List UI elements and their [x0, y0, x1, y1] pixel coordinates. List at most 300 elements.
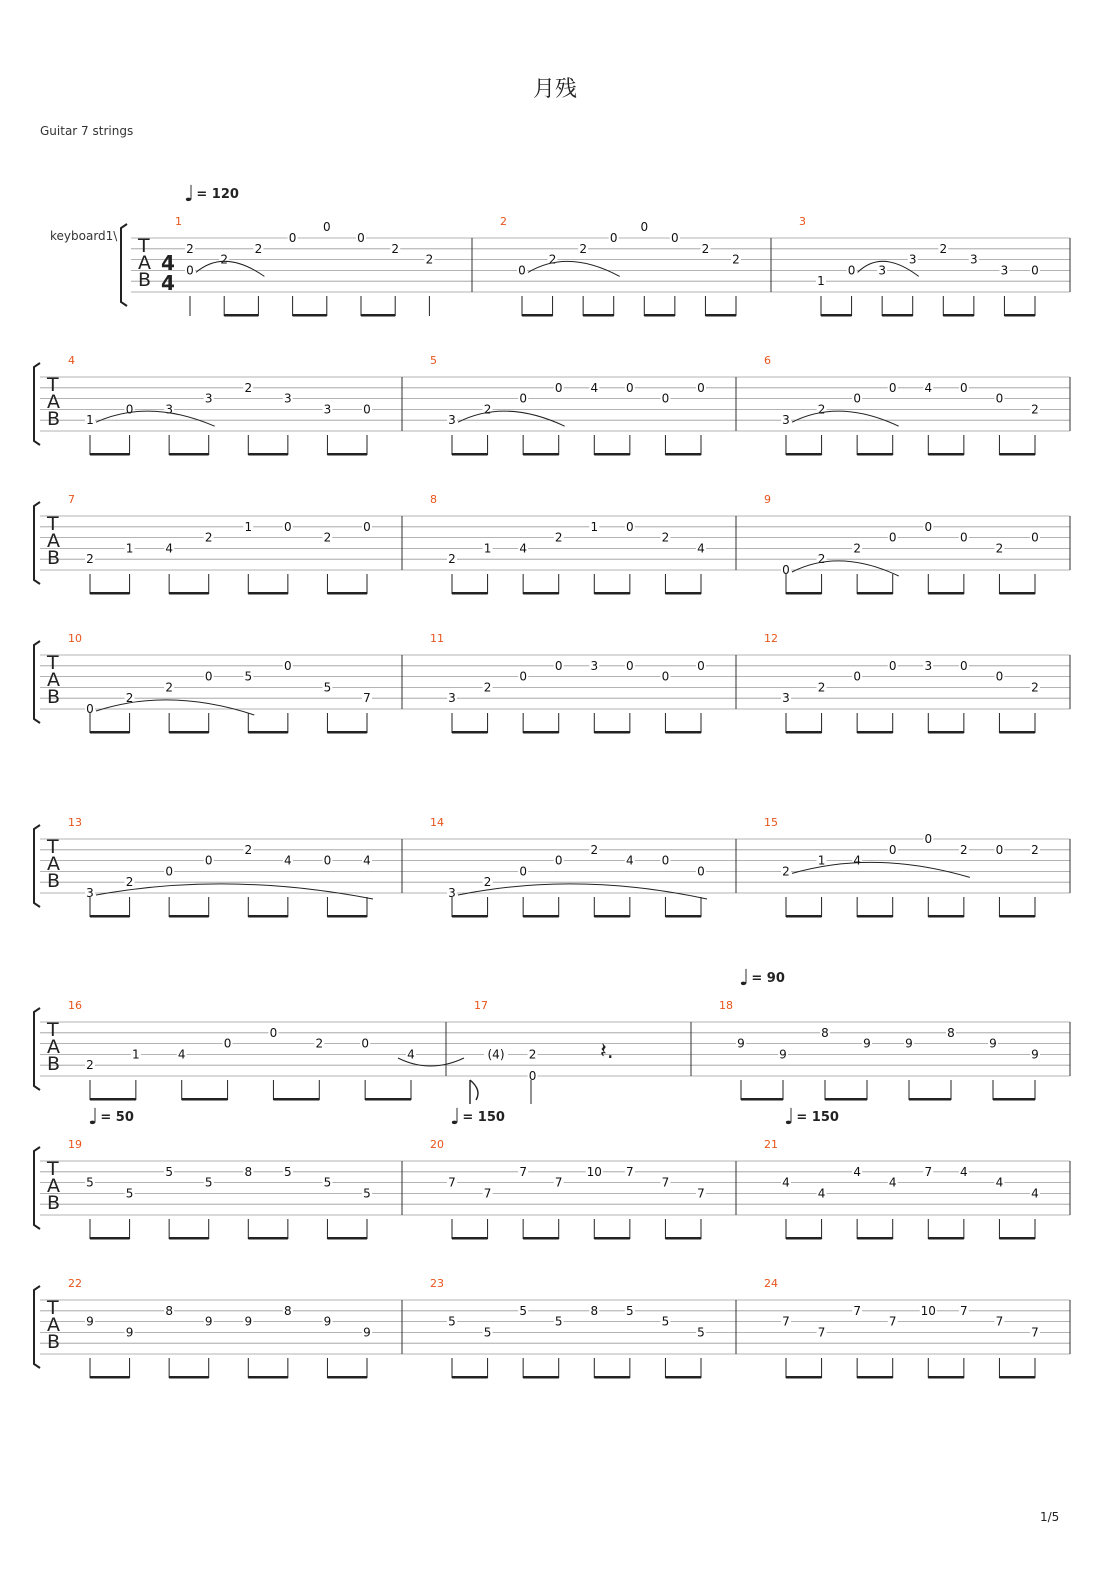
- fret-number: 2: [425, 252, 434, 267]
- note-beam: [90, 453, 130, 456]
- tempo-marking: [784, 1105, 839, 1130]
- note-beam: [594, 1376, 630, 1379]
- fret-number: 7: [697, 1186, 705, 1201]
- fret-number: 0: [626, 519, 634, 534]
- fret-number: 3: [448, 413, 456, 428]
- fret-number: 4: [165, 541, 173, 556]
- fret-number: 2: [590, 842, 599, 857]
- note-beam: [786, 731, 822, 734]
- note-beam: [224, 314, 258, 317]
- measure-number: 22: [68, 1277, 82, 1290]
- fret-number: 0: [853, 669, 861, 684]
- tab-clef-letter: T: [47, 836, 59, 858]
- fret-number: 3: [1000, 263, 1009, 278]
- measure: [430, 493, 706, 595]
- fret-number: 8: [244, 1164, 253, 1179]
- quarter-rest: 𝄽.: [600, 1039, 614, 1064]
- system-bracket: [34, 502, 40, 584]
- measure: [68, 1277, 372, 1379]
- fret-number: 3: [204, 391, 213, 406]
- fret-number: 0: [554, 853, 563, 868]
- page-title: 月残: [532, 77, 577, 102]
- fret-number: 1: [483, 541, 492, 556]
- system-bracket: [34, 1008, 40, 1090]
- fret-number: 0: [888, 842, 897, 857]
- tempo-value: = 120: [196, 187, 239, 202]
- fret-number: 8: [284, 1303, 292, 1318]
- tab-clef-letter: T: [138, 235, 150, 257]
- fret-number: 3: [970, 252, 978, 267]
- fret-number: 2: [548, 252, 557, 267]
- fret-number: 3: [924, 658, 933, 673]
- fret-number: 7: [817, 1325, 826, 1340]
- fret-number: 0: [288, 231, 297, 245]
- note-beam: [999, 731, 1035, 734]
- measure: [430, 354, 706, 456]
- tab-clef-letter: B: [47, 1331, 61, 1353]
- note-beam: [452, 915, 488, 918]
- fret-number: 0: [269, 1025, 278, 1040]
- note-beam: [594, 915, 630, 918]
- tab-clef-letter: B: [47, 1192, 61, 1214]
- track-label: keyboard1\: [50, 229, 118, 243]
- measure-number: 10: [68, 632, 82, 645]
- fret-number: 0: [888, 380, 897, 395]
- fret-number: 0: [924, 832, 933, 846]
- measure-number: 18: [719, 999, 733, 1012]
- fret-number: 2: [483, 875, 492, 890]
- note-beam: [523, 1376, 559, 1379]
- measure-number: 7: [68, 493, 75, 506]
- fret-number: 0: [519, 864, 527, 879]
- fret-number: 9: [86, 1314, 94, 1329]
- measure: [430, 1277, 706, 1379]
- fret-number: 0: [697, 380, 705, 395]
- fret-number: 5: [323, 680, 332, 695]
- fret-number: 5: [554, 1314, 563, 1329]
- note-beam: [273, 1098, 319, 1101]
- staff-system: [34, 632, 1070, 734]
- note-beam: [90, 1237, 130, 1240]
- note-beam: [594, 592, 630, 595]
- note-beam: [169, 453, 209, 456]
- instrument-subtitle: Guitar 7 strings: [40, 124, 134, 138]
- fret-number: 9: [863, 1036, 871, 1051]
- fret-number: 4: [697, 541, 705, 556]
- tempo-value: = 90: [751, 971, 785, 986]
- note-beam: [825, 1098, 867, 1101]
- fret-number: 2: [817, 552, 826, 567]
- fret-number: 9: [989, 1036, 997, 1051]
- fret-number: 0: [626, 380, 634, 395]
- measure-number: 17: [474, 999, 488, 1012]
- note-beam: [90, 1098, 136, 1101]
- fret-number: 0: [554, 380, 563, 395]
- note-beam: [583, 314, 614, 317]
- note-beam: [644, 314, 675, 317]
- fret-number: 0: [323, 853, 332, 868]
- note-beam: [857, 1376, 893, 1379]
- fret-number: 2: [125, 691, 134, 706]
- note-beam: [665, 1237, 701, 1240]
- fret-number: 5: [519, 1303, 527, 1318]
- measure: [764, 1138, 1040, 1240]
- fret-number: 9: [363, 1325, 371, 1340]
- fret-number: 3: [448, 691, 456, 706]
- fret-number: 4: [888, 1175, 897, 1190]
- fret-number: 5: [483, 1325, 492, 1340]
- fret-number: 2: [244, 842, 253, 857]
- tab-clef-letter: A: [47, 853, 60, 875]
- system-bracket: [34, 641, 40, 723]
- fret-number: 9: [204, 1314, 213, 1329]
- note-beam: [928, 592, 964, 595]
- tab-clef-letter: T: [47, 652, 59, 674]
- note-beam: [452, 1376, 488, 1379]
- note-beam: [523, 453, 559, 456]
- fret-number: 2: [86, 552, 94, 567]
- measure-number: 20: [430, 1138, 444, 1151]
- fret-number: 0: [204, 669, 213, 684]
- fret-number: 7: [519, 1164, 527, 1179]
- fret-number: 4: [284, 853, 292, 868]
- system-bracket: [34, 363, 40, 445]
- note-beam: [169, 1376, 209, 1379]
- system-bracket: [34, 825, 40, 907]
- fret-number: 7: [661, 1175, 670, 1190]
- fret-number: 2: [579, 241, 587, 256]
- measure: [175, 215, 434, 317]
- tie-slur: [458, 411, 565, 426]
- tab-clef-letter: A: [47, 391, 60, 413]
- fret-number: 0: [853, 391, 861, 406]
- note-beam: [909, 1098, 951, 1101]
- fret-number: 0: [357, 231, 365, 245]
- fret-number: 0: [186, 263, 194, 278]
- fret-number: 2: [323, 530, 332, 545]
- fret-number: 0: [888, 530, 897, 545]
- note-beam: [882, 314, 913, 317]
- fret-number: 2: [661, 530, 670, 545]
- fret-number: 4: [590, 380, 599, 395]
- tab-clef-letter: A: [47, 1314, 60, 1336]
- note-beam: [594, 1237, 630, 1240]
- staff-system: [34, 999, 1070, 1104]
- note-beam: [90, 915, 130, 918]
- fret-number: 5: [697, 1325, 705, 1340]
- note-beam: [786, 1237, 822, 1240]
- fret-number: 7: [363, 691, 371, 706]
- system-bracket: [34, 1286, 40, 1368]
- fret-number: 0: [518, 263, 526, 278]
- tempo-value: = 150: [462, 1110, 505, 1125]
- fret-number: 4: [363, 853, 371, 868]
- note-beam: [999, 915, 1035, 918]
- fret-number: 0: [640, 220, 649, 235]
- fret-number: 5: [323, 1175, 332, 1190]
- fret-number: 5: [661, 1314, 670, 1329]
- fret-number: 9: [323, 1314, 332, 1329]
- note-beam: [452, 592, 488, 595]
- measure: [430, 816, 707, 918]
- fret-number: 7: [995, 1314, 1004, 1329]
- fret-number: 4: [177, 1047, 186, 1062]
- fret-number: 2: [817, 402, 826, 417]
- measure-number: 13: [68, 816, 82, 829]
- fret-number: 2: [448, 552, 456, 567]
- note-stem-flag: [470, 1080, 478, 1104]
- fret-number: 9: [125, 1325, 134, 1340]
- tie-slur: [792, 561, 899, 576]
- note-beam: [594, 731, 630, 734]
- quarter-note-icon: ♩: [184, 182, 195, 207]
- fret-number: 2: [483, 680, 492, 695]
- measure: [719, 999, 1040, 1101]
- fret-number: 0: [995, 391, 1004, 406]
- fret-number: 0: [1031, 263, 1039, 278]
- note-beam: [169, 592, 209, 595]
- fret-number: 0: [661, 853, 670, 868]
- fret-number: 0: [361, 1036, 369, 1051]
- note-beam: [90, 1376, 130, 1379]
- quarter-note-icon: ♩: [450, 1105, 461, 1130]
- note-beam: [523, 592, 559, 595]
- fret-number: 1: [590, 519, 599, 534]
- fret-number: 0: [626, 658, 634, 673]
- measure: [398, 999, 614, 1104]
- fret-number: 0: [924, 519, 933, 534]
- fret-number: 2: [528, 1047, 537, 1062]
- tie-slur: [528, 261, 620, 276]
- note-beam: [327, 453, 367, 456]
- fret-number: 2: [939, 241, 948, 256]
- fret-number: 0: [995, 842, 1004, 857]
- fret-number: 7: [924, 1164, 933, 1179]
- measure-number: 24: [764, 1277, 778, 1290]
- measure-number: 16: [68, 999, 82, 1012]
- fret-number: 1: [817, 853, 826, 868]
- fret-number: 5: [284, 1164, 292, 1179]
- tab-clef-letter: B: [47, 686, 61, 708]
- note-beam: [999, 592, 1035, 595]
- measure-number: 14: [430, 816, 444, 829]
- fret-number: 10: [586, 1164, 602, 1179]
- note-beam: [248, 453, 288, 456]
- note-beam: [248, 915, 288, 918]
- tab-clef-letter: T: [47, 1158, 59, 1180]
- staff-system: [34, 1138, 1070, 1240]
- quarter-note-icon: ♩: [88, 1105, 99, 1130]
- fret-number: 0: [697, 864, 705, 879]
- fret-number: 3: [590, 658, 599, 673]
- fret-number: 0: [223, 1036, 232, 1051]
- note-beam: [169, 915, 209, 918]
- measure: [68, 1138, 372, 1240]
- note-beam: [999, 1376, 1035, 1379]
- fret-number: 5: [86, 1175, 94, 1190]
- staff-system: [34, 1277, 1070, 1379]
- fret-number: 3: [86, 886, 94, 900]
- fret-number: 0: [165, 864, 173, 879]
- tab-clef-letter: T: [47, 1297, 59, 1319]
- fret-number: 1: [244, 519, 253, 534]
- note-beam: [327, 592, 367, 595]
- fret-number: 1: [132, 1047, 140, 1062]
- measure-number: 1: [175, 215, 182, 228]
- tab-clef-letter: B: [47, 408, 61, 430]
- note-beam: [786, 453, 822, 456]
- tie-slur: [196, 261, 264, 276]
- fret-number: 4: [817, 1186, 826, 1201]
- note-beam: [452, 453, 488, 456]
- note-beam: [248, 1376, 288, 1379]
- fret-number: 8: [821, 1025, 829, 1040]
- note-beam: [943, 314, 974, 317]
- staff-system: [34, 354, 1070, 456]
- note-beam: [705, 314, 736, 317]
- staff-system: [34, 493, 1070, 595]
- fret-number: 8: [947, 1025, 955, 1040]
- tie-slur: [96, 884, 373, 899]
- fret-number: 2: [1031, 842, 1039, 857]
- fret-number: 3: [878, 263, 886, 278]
- note-beam: [594, 453, 630, 456]
- fret-number: 0: [363, 402, 371, 417]
- note-beam: [169, 1237, 209, 1240]
- tempo-marking: [184, 182, 239, 207]
- fret-number: 0: [125, 402, 134, 417]
- note-beam: [857, 592, 893, 595]
- fret-number: 2: [701, 241, 710, 256]
- fret-number: 4: [853, 853, 861, 868]
- fret-number: 7: [888, 1314, 897, 1329]
- tab-clef-letter: B: [138, 269, 152, 291]
- fret-number: 5: [165, 1164, 173, 1179]
- fret-number: 0: [528, 1069, 537, 1083]
- fret-number: 5: [448, 1314, 456, 1329]
- fret-number: (4): [487, 1047, 505, 1062]
- note-beam: [786, 592, 822, 595]
- fret-number: 4: [782, 1175, 790, 1190]
- measure: [764, 632, 1040, 734]
- fret-number: 2: [391, 241, 400, 256]
- note-beam: [327, 1237, 367, 1240]
- system-bracket: [34, 1147, 40, 1229]
- fret-number: 0: [888, 658, 897, 673]
- note-beam: [665, 731, 701, 734]
- note-beam: [523, 1237, 559, 1240]
- fret-number: 0: [519, 391, 527, 406]
- note-beam: [665, 592, 701, 595]
- fret-number: 2: [960, 842, 968, 857]
- fret-number: 2: [186, 241, 194, 256]
- measure: [68, 354, 372, 456]
- fret-number: 5: [363, 1186, 371, 1201]
- fret-number: 0: [671, 231, 679, 245]
- note-beam: [169, 731, 209, 734]
- fret-number: 10: [920, 1303, 936, 1318]
- fret-number: 2: [244, 380, 253, 395]
- fret-number: 7: [483, 1186, 492, 1201]
- note-beam: [665, 1376, 701, 1379]
- note-beam: [452, 731, 488, 734]
- staff-system: [121, 215, 1070, 317]
- fret-number: 2: [483, 402, 492, 417]
- note-beam: [665, 915, 701, 918]
- tab-clef-letter: T: [47, 513, 59, 535]
- note-beam: [327, 915, 367, 918]
- fret-number: 1: [817, 274, 825, 289]
- measure: [430, 1138, 706, 1240]
- fret-number: 3: [782, 691, 790, 706]
- note-beam: [523, 915, 559, 918]
- measure-number: 11: [430, 632, 444, 645]
- fret-number: 2: [554, 530, 563, 545]
- measure-number: 19: [68, 1138, 82, 1151]
- tie-slur: [96, 411, 215, 426]
- fret-number: 4: [407, 1047, 415, 1062]
- note-beam: [90, 731, 130, 734]
- fret-number: 0: [322, 220, 331, 235]
- quarter-note-icon: ♩: [784, 1105, 795, 1130]
- fret-number: 7: [960, 1303, 968, 1318]
- fret-number: 3: [448, 886, 456, 900]
- fret-number: 2: [204, 530, 213, 545]
- fret-number: 2: [782, 864, 790, 879]
- fret-number: 0: [204, 853, 213, 868]
- measure-number: 2: [500, 215, 507, 228]
- fret-number: 0: [960, 658, 968, 673]
- fret-number: 4: [995, 1175, 1004, 1190]
- note-beam: [928, 453, 964, 456]
- fret-number: 5: [244, 669, 253, 684]
- note-beam: [90, 592, 130, 595]
- note-beam: [857, 1237, 893, 1240]
- note-beam: [928, 1376, 964, 1379]
- note-beam: [248, 731, 288, 734]
- measure-number: 3: [799, 215, 806, 228]
- note-beam: [293, 314, 327, 317]
- fret-number: 0: [284, 519, 292, 534]
- note-beam: [523, 731, 559, 734]
- fret-number: 2: [853, 541, 861, 556]
- fret-number: 0: [847, 263, 856, 278]
- fret-number: 0: [960, 380, 968, 395]
- fret-number: 4: [519, 541, 527, 556]
- note-beam: [928, 915, 964, 918]
- measure-number: 5: [430, 354, 437, 367]
- measure: [68, 816, 373, 918]
- fret-number: 7: [448, 1175, 456, 1190]
- fret-number: 0: [554, 658, 563, 673]
- fret-number: 7: [626, 1164, 634, 1179]
- fret-number: 0: [284, 658, 292, 673]
- fret-number: 0: [86, 702, 94, 716]
- measure: [68, 999, 416, 1101]
- staff-system: [34, 816, 1070, 918]
- note-beam: [928, 731, 964, 734]
- fret-number: 3: [323, 402, 332, 417]
- fret-number: 4: [853, 1164, 861, 1179]
- quarter-note-icon: ♩: [739, 966, 750, 991]
- fret-number: 0: [519, 669, 527, 684]
- note-beam: [857, 731, 893, 734]
- fret-number: 0: [661, 669, 670, 684]
- fret-number: 2: [254, 241, 263, 256]
- fret-number: 4: [960, 1164, 968, 1179]
- fret-number: 0: [609, 231, 618, 245]
- fret-number: 0: [363, 519, 371, 534]
